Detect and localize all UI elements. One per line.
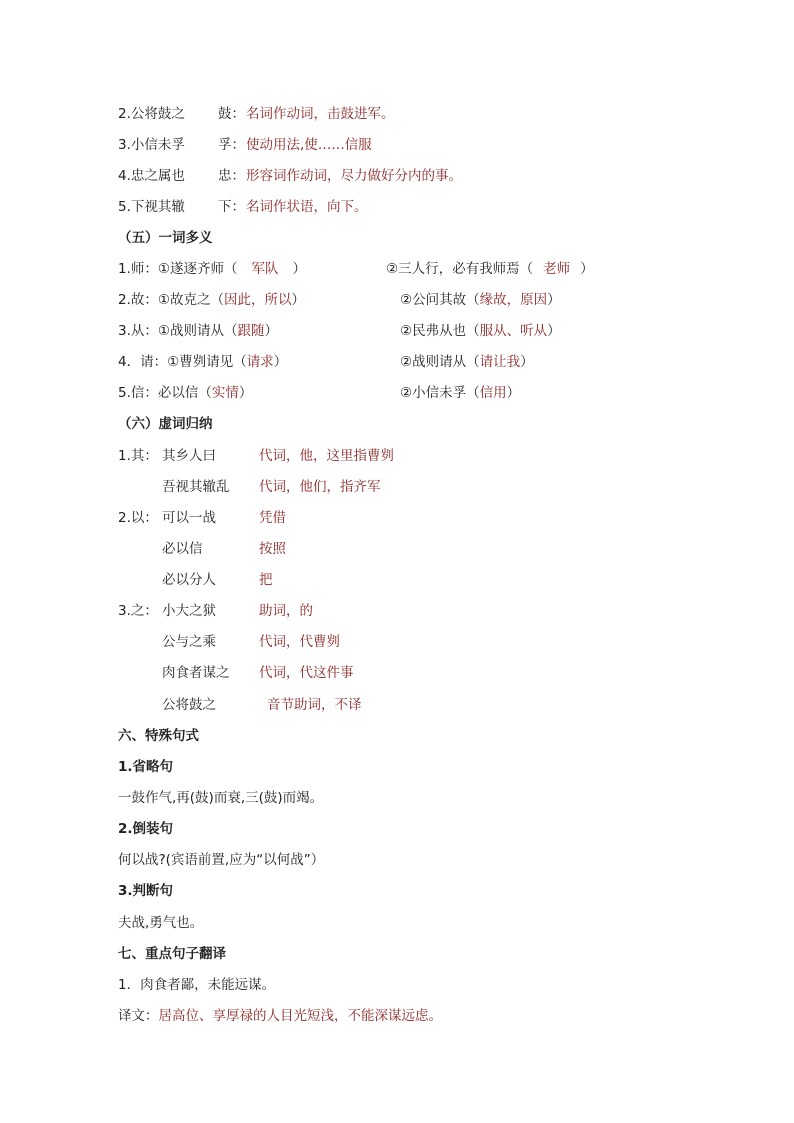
translation-label: 译文： [118,1008,159,1024]
cihuo-word: 鼓： [218,106,245,122]
cihuo-phrase: 3.小信未孚 [118,137,185,153]
function-word-meaning: 助词，的 [259,603,313,619]
section-heading: 六、特殊句式 [118,728,199,744]
polysemy-first-meaning: 5.信：必以信（实情） [118,385,253,401]
function-word-label: 1.其： [118,448,158,464]
function-word-example: 吾视其辙乱 [162,479,230,495]
function-word-label: 3.之： [118,603,158,619]
polysemy-second-meaning: ②三人行，必有我师焉（ 老师 ） [386,261,594,277]
cihuo-explain: 形容词作动词，尽力做好分内的事。 [246,168,462,184]
cihuo-phrase: 5.下视其辙 [118,199,185,215]
key-sentence: 1．肉食者鄙，未能远谋。 [118,977,276,993]
polysemy-second-meaning: ②民弗从也（服从、听从） [400,323,561,339]
sentence-type-example: 何以战?(宾语前置,应为“以何战”） [118,852,325,868]
section-heading: （五）一词多义 [118,230,213,246]
polysemy-first-meaning: 3.从：①战则请从（跟随） [118,323,278,339]
function-word-example: 公与之乘 [162,634,216,650]
polysemy-first-meaning: 1.师：①遂逐齐师（ 军队 ） [118,261,306,277]
section-heading: 七、重点句子翻译 [118,946,226,962]
polysemy-second-meaning: ②小信未孚（信用） [400,385,521,401]
function-word-meaning: 代词，他们，指齐军 [259,479,381,495]
translation-line [118,1006,442,1026]
function-word-label: 2.以： [118,510,158,526]
sentence-type-example: 一鼓作气,再(鼓)而衰,三(鼓)而竭。 [118,790,324,806]
function-word-example: 必以分人 [162,572,216,588]
function-word-example: 可以一战 [162,510,216,526]
sentence-type-title: 3.判断句 [118,883,174,899]
cihuo-explain: 使动用法,使……信服 [246,137,372,153]
function-word-meaning: 代词，他，这里指曹刿 [259,448,394,464]
cihuo-phrase: 4.忠之属也 [118,168,185,184]
cihuo-explain: 名词作状语，向下。 [246,199,368,215]
section-heading: （六）虚词归纳 [118,416,213,432]
function-word-meaning: 凭借 [259,510,286,526]
function-word-meaning: 把 [259,572,273,588]
polysemy-first-meaning: 2.故：①故克之（因此，所以） [118,292,305,308]
sentence-type-title: 2.倒装句 [118,821,174,837]
function-word-example: 公将鼓之 [162,697,216,713]
cihuo-word: 孚： [218,137,245,153]
function-word-meaning: 音节助词，不译 [267,697,362,713]
cihuo-phrase: 2.公将鼓之 [118,106,185,122]
function-word-example: 小大之狱 [162,603,216,619]
function-word-meaning: 代词，代这件事 [259,665,354,681]
function-word-example: 其乡人曰 [162,448,216,464]
cihuo-word: 下： [218,199,245,215]
function-word-example: 必以信 [162,541,203,557]
polysemy-first-meaning: 4．请：①曹刿请见（请求） [118,354,288,370]
translation-text: 居高位、享厚禄的人目光短浅，不能深谋远虑。 [158,1008,442,1024]
polysemy-second-meaning: ②公问其故（缘故，原因） [400,292,561,308]
cihuo-word: 忠： [218,168,245,184]
function-word-example: 肉食者谋之 [162,665,230,681]
polysemy-second-meaning: ②战则请从（请让我） [400,354,534,370]
function-word-meaning: 代词，代曹刿 [259,634,340,650]
function-word-meaning: 按照 [259,541,286,557]
cihuo-explain: 名词作动词，击鼓进军。 [246,106,395,122]
sentence-type-example: 夫战,勇气也。 [118,915,204,931]
sentence-type-title: 1.省略句 [118,759,174,775]
